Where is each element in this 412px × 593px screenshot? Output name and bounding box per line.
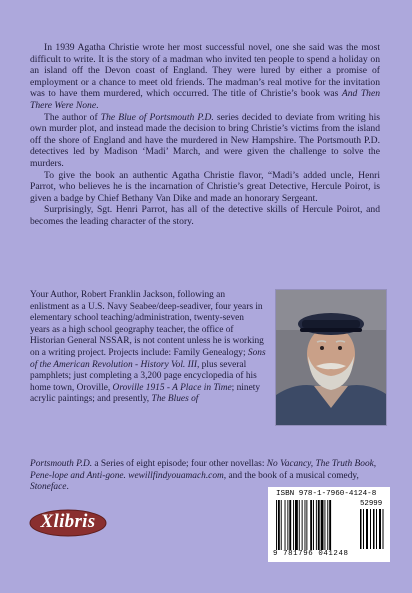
series-title: The Blue of Portsmouth P.D.: [100, 111, 214, 123]
author-photo: [276, 290, 386, 425]
publisher-name: Xlibris: [40, 511, 96, 532]
synopsis-paragraph-3: To give the book an authentic Agatha Christie flavor, “Madi’s added uncle, Henri Parrot, who believes he is the incarnation of Christie’s great Detective, Hercule Poirot, is given a badge by Chief Bethany Van Dike and made an honorary Sergeant.: [30, 169, 380, 204]
author-bio-continued: Portsmouth P.D. a Series of eight episode; four other novellas: No Vacancy, The Truth Book, Pene-lope and Anti-gone. wewillfindyouamach.com, and the book of a musical comedy, Stoneface.: [30, 459, 377, 493]
synopsis-paragraph-1: In 1939 Agatha Christie wrote her most successful novel, one she said was the most difficult to write. It is the story of a madman who invited ten people to spend a holiday on an island off the Devon coast of England. They were lured by either a promise of employment or a chance to meet old friends. The madman’s real motive for the invitation was to have them murdered, which occurred. The title of Christie’s book was And Then There Were None.: [30, 42, 381, 111]
ean-barcode-bars: [276, 500, 356, 550]
author-bio: Your Author, Robert Franklin Jackson, following an enlistment as a U.S. Navy Seabee/deep-seadiver, four years in elementary school teaching/administration, twenty-seven years as a high school geography teacher, the office of Historian General NSSAR, is not content unless he is working on a writing project. Projects include: Family Genealogy; Sons of the American Revolution - History Vol. III, plus several pamphlets; just completing a 3,200 page encyclopedia of his home town, Oroville, Oroville 1915 - A Place in Time; ninety acrylic paintings; and presently, The Blues of: [30, 290, 266, 405]
price-barcode-bars: [360, 509, 384, 549]
price-code: 52999: [360, 500, 383, 508]
ean-number: 9 781796 041248: [273, 550, 349, 558]
synopsis-paragraph-2: The author of The Blue of Portsmouth P.D. series decided to deviate from writing his own murder plot, and instead made the decision to bring Christie’s victims from the island off the shore of England and have the murdered in New Hampshire. The Portsmouth P.D. detectives led by Madison ‘Madi’ March, and were given the challenge to solve the murders.: [30, 111, 380, 169]
publisher-logo: [28, 508, 108, 538]
novel-title: And Then There Were None: [30, 88, 381, 111]
author-portrait-illustration: [276, 290, 386, 425]
synopsis-paragraph-4: Surprisingly, Sgt. Henri Parrot, has all of the detective skills of Hercule Poirot, and becomes the leading character of the story.: [30, 204, 380, 227]
isbn-number: ISBN 978-1-7960-4124-8: [276, 490, 377, 498]
synopsis-text: [30, 42, 380, 228]
isbn-barcode: [268, 487, 390, 562]
